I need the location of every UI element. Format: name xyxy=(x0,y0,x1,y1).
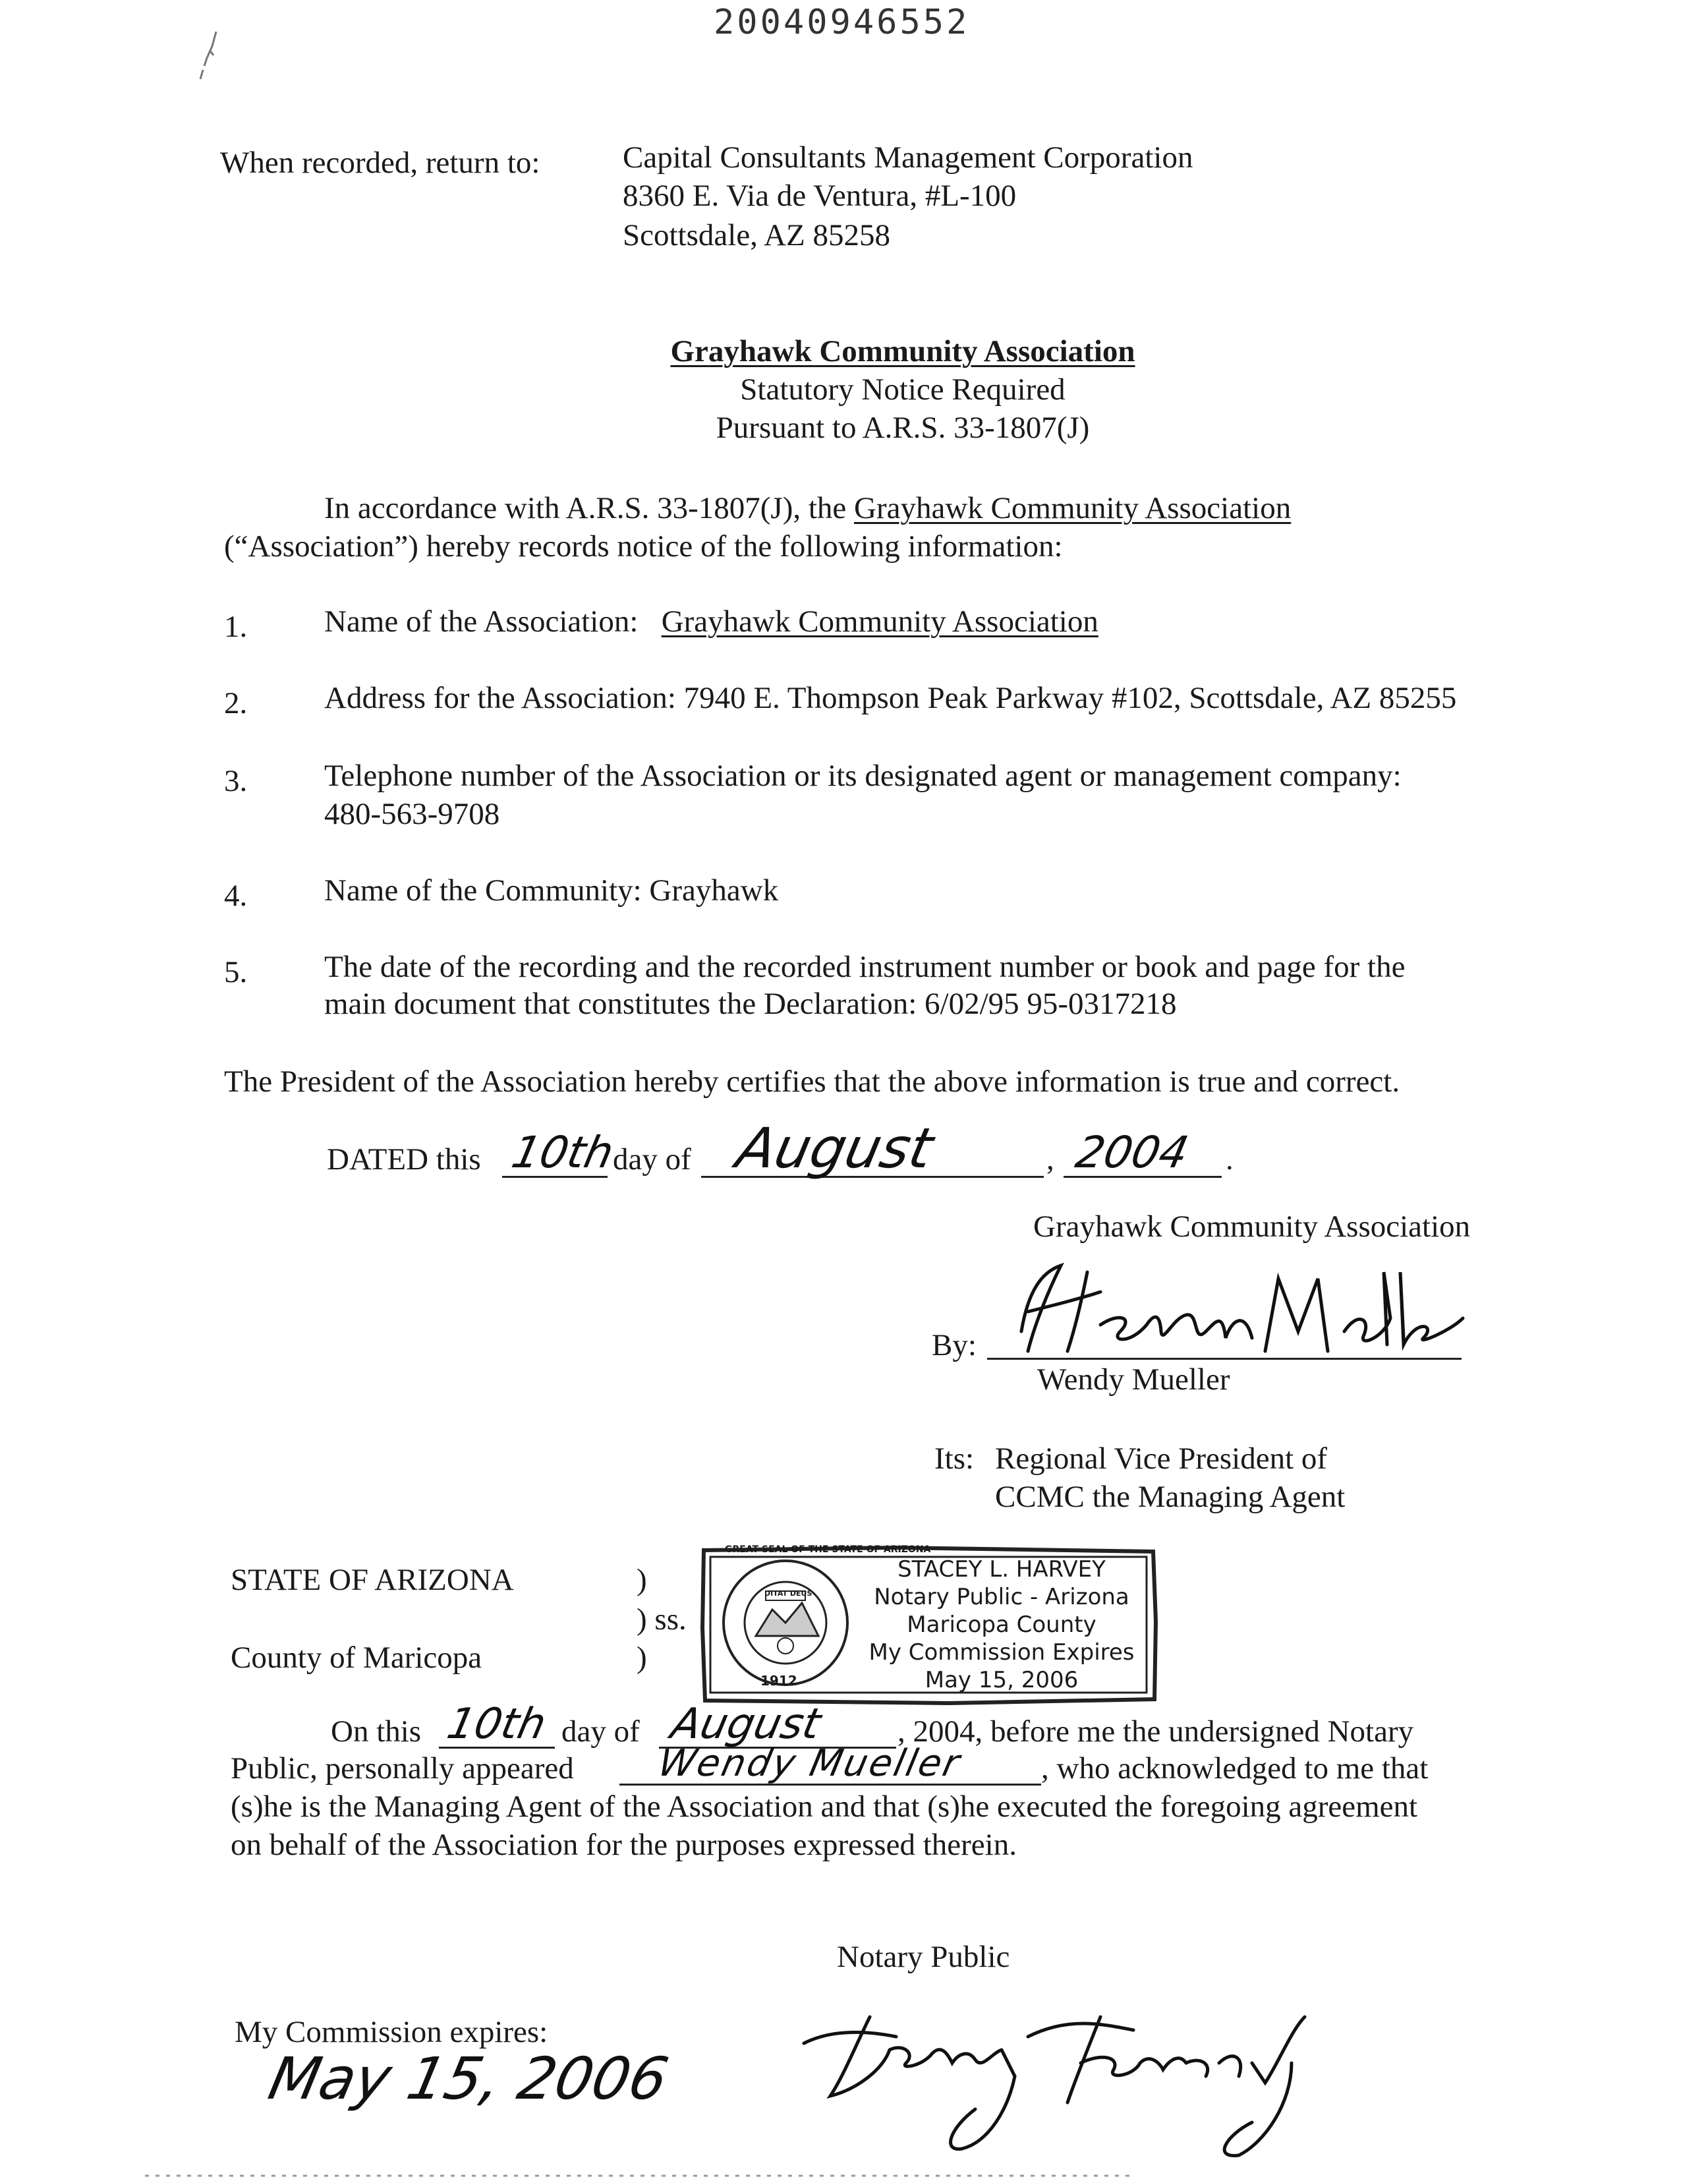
ack-on-this: On this xyxy=(331,1714,422,1749)
return-to-line-1: Capital Consultants Management Corporation xyxy=(623,140,1193,175)
recording-number: 20040946552 xyxy=(714,3,970,42)
stamp-commission-label: My Commission Expires xyxy=(868,1639,1135,1666)
item-number: 4. xyxy=(224,879,248,913)
venue-paren-bot: ) xyxy=(637,1641,647,1675)
item-number: 3. xyxy=(224,764,248,798)
dated-comma: , xyxy=(1046,1142,1054,1177)
dated-day-handwritten: 10th xyxy=(507,1127,618,1178)
stamp-notary-title: Notary Public - Arizona xyxy=(874,1584,1129,1610)
dated-year-handwritten: 2004 xyxy=(1071,1127,1193,1178)
signatory-name: Wendy Mueller xyxy=(1037,1362,1230,1397)
item-1-value: Grayhawk Community Association xyxy=(661,604,1098,639)
signatory-title-2: CCMC the Managing Agent xyxy=(995,1480,1346,1514)
certification-statement: The President of the Association hereby certifies that the above information is true and correct. xyxy=(224,1064,1400,1099)
item-number: 2. xyxy=(224,686,248,720)
commission-expires-handwritten: May 15, 2006 xyxy=(263,2045,674,2112)
ack-after-month: , 2004, before me the undersigned Notary xyxy=(897,1714,1414,1749)
its-label: Its: xyxy=(934,1441,975,1476)
ack-after-person: , who acknowledged to me that xyxy=(1041,1751,1429,1786)
scan-bottom-edge xyxy=(145,2174,1133,2178)
item-number: 5. xyxy=(224,955,248,989)
seal-text: GREAT SEAL OF THE STATE OF ARIZONA xyxy=(725,1544,931,1555)
item-4-text: Name of the Community: Grayhawk xyxy=(324,873,779,908)
arizona-seal-icon xyxy=(720,1557,851,1689)
item-3-phone: 480-563-9708 xyxy=(324,797,500,831)
notary-signature xyxy=(791,1991,1371,2162)
notary-public-label: Notary Public xyxy=(837,1940,1010,1974)
stamp-county: Maricopa County xyxy=(907,1612,1096,1638)
venue-state: STATE OF ARIZONA xyxy=(231,1563,514,1597)
intro-line-2: (“Association”) hereby records notice of the following information: xyxy=(224,529,1063,564)
ack-line-3: (s)he is the Managing Agent of the Association and that (s)he executed the foregoing agreement xyxy=(231,1790,1418,1824)
ack-day-of: day of xyxy=(561,1714,640,1749)
dated-month-handwritten: August xyxy=(731,1116,939,1180)
document-subtitle-1: Statutory Notice Required xyxy=(740,372,1066,407)
venue-ss: ) ss. xyxy=(637,1602,687,1637)
stamp-commission-date: May 15, 2006 xyxy=(925,1667,1079,1693)
item-3-text: Telephone number of the Association or its designated agent or management company: xyxy=(324,759,1402,793)
venue-county: County of Maricopa xyxy=(231,1641,482,1675)
document-subtitle-2: Pursuant to A.R.S. 33-1807(J) xyxy=(716,411,1090,445)
item-1-label: Name of the Association: xyxy=(324,604,639,639)
item-number: 1. xyxy=(224,610,248,644)
document-title: Grayhawk Community Association xyxy=(670,334,1135,368)
ack-month-handwritten: August xyxy=(667,1700,825,1749)
item-2-text: Address for the Association: 7940 E. Thompson Peak Parkway #102, Scottsdale, AZ 85255 xyxy=(324,681,1457,715)
notary-stamp xyxy=(698,1542,1160,1707)
seal-motto: DITAT DEUS xyxy=(764,1589,812,1598)
commission-expires-label: My Commission expires: xyxy=(235,2015,548,2049)
venue-paren-top: ) xyxy=(637,1563,647,1597)
return-to-label: When recorded, return to: xyxy=(220,146,540,180)
intro-association-name: Grayhawk Community Association xyxy=(854,491,1292,525)
mueller-signature xyxy=(988,1252,1463,1364)
item-5-text-2: main document that constitutes the Declaration: 6/02/95 95-0317218 xyxy=(324,987,1177,1021)
return-to-line-2: 8360 E. Via de Ventura, #L-100 xyxy=(623,179,1017,213)
ack-person-handwritten: Wendy Mueller xyxy=(654,1742,965,1785)
dated-day-of: day of xyxy=(613,1142,691,1177)
item-1 xyxy=(324,606,1098,637)
stamp-notary-name: STACEY L. HARVEY xyxy=(897,1556,1106,1583)
ack-day-handwritten: 10th xyxy=(443,1700,550,1749)
intro-line-1 xyxy=(324,493,1291,524)
item-5-text: The date of the recording and the recorded instrument number or book and page for the xyxy=(324,950,1406,984)
dated-period: . xyxy=(1226,1142,1234,1177)
dated-prefix: DATED this xyxy=(327,1142,481,1177)
return-to-line-3: Scottsdale, AZ 85258 xyxy=(623,218,890,252)
signatory-title-1: Regional Vice President of xyxy=(995,1441,1328,1476)
by-label: By: xyxy=(932,1328,977,1362)
seal-year: 1912 xyxy=(760,1673,797,1689)
ack-line-4: on behalf of the Association for the purposes expressed therein. xyxy=(231,1828,1017,1862)
signatory-organization: Grayhawk Community Association xyxy=(1033,1209,1471,1244)
intro-text: In accordance with A.R.S. 33-1807(J), the xyxy=(324,491,855,525)
ack-public-appeared: Public, personally appeared xyxy=(231,1751,574,1786)
scan-speck xyxy=(198,26,224,92)
